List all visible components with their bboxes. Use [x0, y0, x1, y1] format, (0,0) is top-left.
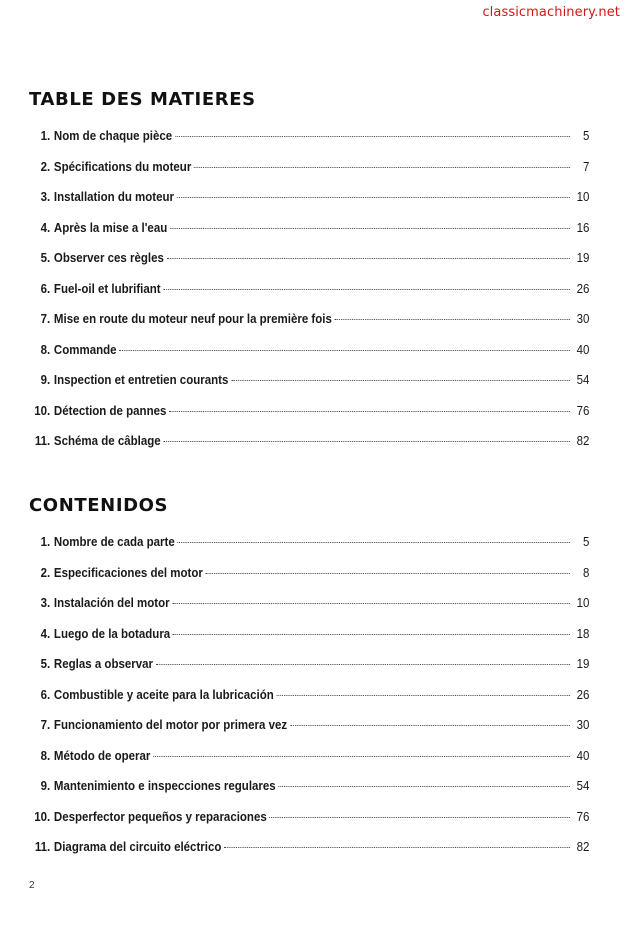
toc-entry-title: Mise en route du moteur neuf pour la première fois	[53, 312, 332, 326]
toc-entry-title: Spécifications du moteur	[53, 159, 192, 174]
toc-entry-page: 7	[582, 159, 590, 174]
toc-dot-leader	[206, 573, 570, 574]
toc-entry-number: 10.	[34, 809, 51, 824]
toc-entry	[30, 749, 589, 780]
toc-entry-number: 6.	[40, 687, 51, 702]
toc-entry	[30, 688, 589, 719]
toc-entry-number: 1.	[40, 129, 51, 143]
toc-entry-title: Mantenimiento e inspecciones regulares	[53, 779, 276, 793]
toc-entry-page: 18	[576, 626, 590, 641]
toc-entry-title: Método de operar	[53, 748, 151, 763]
toc-dot-leader	[231, 380, 570, 381]
toc-dot-leader	[119, 350, 570, 351]
toc-dot-leader	[156, 664, 570, 665]
toc-entry-page: 30	[576, 312, 590, 326]
toc-entry-title: Especificaciones del motor	[53, 565, 203, 580]
toc-entry-page: 26	[576, 281, 590, 296]
toc-entry-number: 1.	[40, 535, 51, 549]
toc-entry-title: Commande	[53, 342, 117, 357]
toc-title-spanish: CONTENIDOS	[29, 495, 169, 516]
toc-entry	[30, 627, 589, 658]
toc-list-french	[30, 129, 590, 465]
toc-entry-page: 82	[576, 434, 590, 448]
toc-entry	[30, 343, 589, 374]
toc-dot-leader	[167, 258, 570, 259]
toc-entry	[30, 404, 589, 435]
toc-entry-page: 10	[576, 190, 590, 204]
toc-entry-page: 40	[576, 342, 590, 357]
toc-entry-page: 26	[576, 687, 590, 702]
toc-entry-number: 3.	[40, 596, 51, 610]
toc-entry-title: Funcionamiento del motor por primera vez	[53, 718, 288, 732]
page-number: 2	[29, 880, 35, 891]
toc-dot-leader	[163, 441, 570, 442]
toc-entry-number: 10.	[34, 403, 51, 418]
toc-entry-number: 5.	[40, 251, 51, 265]
toc-entry	[30, 810, 589, 841]
toc-entry-number: 8.	[40, 748, 51, 763]
toc-entry-number: 3.	[40, 190, 51, 204]
toc-entry-page: 5	[582, 129, 590, 143]
toc-entry	[30, 160, 589, 191]
toc-entry-number: 6.	[40, 281, 51, 296]
toc-entry-number: 4.	[40, 626, 51, 641]
toc-entry	[30, 282, 589, 313]
toc-entry-page: 76	[576, 403, 590, 418]
toc-entry-title: Combustible y aceite para la lubricación	[53, 687, 274, 702]
toc-entry-title: Nom de chaque pièce	[53, 129, 173, 143]
toc-entry-number: 11.	[34, 840, 51, 854]
toc-entry-page: 16	[576, 220, 590, 235]
toc-entry-number: 5.	[40, 657, 51, 671]
toc-entry-number: 9.	[40, 779, 51, 793]
toc-entry-title: Fuel-oil et lubrifiant	[53, 281, 161, 296]
toc-entry	[30, 840, 589, 871]
toc-entry-number: 7.	[40, 312, 51, 326]
toc-entry	[30, 434, 589, 465]
toc-entry-page: 19	[576, 657, 590, 671]
toc-dot-leader	[194, 167, 570, 168]
toc-entry-number: 9.	[40, 373, 51, 387]
toc-entry-number: 2.	[40, 565, 51, 580]
toc-entry-number: 8.	[40, 342, 51, 357]
toc-entry-title: Observer ces règles	[53, 251, 164, 265]
toc-dot-leader	[163, 289, 570, 290]
toc-entry-number: 7.	[40, 718, 51, 732]
toc-dot-leader	[277, 695, 571, 696]
toc-entry-title: Schéma de câblage	[53, 434, 161, 448]
toc-entry-title: Détection de pannes	[53, 403, 167, 418]
toc-entry-page: 54	[576, 373, 590, 387]
toc-entry-title: Reglas a observar	[53, 657, 154, 671]
toc-entry-number: 4.	[40, 220, 51, 235]
toc-entry	[30, 312, 589, 343]
toc-entry	[30, 373, 589, 404]
toc-entry	[30, 657, 589, 688]
toc-dot-leader	[172, 603, 570, 604]
toc-entry-title: Luego de la botadura	[53, 626, 171, 641]
toc-entry-title: Inspection et entretien courants	[53, 373, 229, 387]
toc-dot-leader	[173, 634, 570, 635]
toc-dot-leader	[177, 542, 570, 543]
toc-entry-title: Nombre de cada parte	[53, 535, 175, 549]
toc-dot-leader	[153, 756, 570, 757]
toc-entry-page: 5	[582, 535, 590, 549]
toc-dot-leader	[270, 817, 571, 818]
toc-list-spanish	[30, 535, 590, 871]
toc-entry-page: 40	[576, 748, 590, 763]
toc-entry-title: Après la mise a l'eau	[53, 220, 168, 235]
toc-dot-leader	[224, 847, 570, 848]
toc-entry-title: Instalación del motor	[53, 596, 170, 610]
toc-entry-page: 30	[576, 718, 590, 732]
toc-entry	[30, 566, 589, 597]
toc-title-french: TABLE DES MATIERES	[29, 89, 256, 110]
toc-dot-leader	[177, 197, 570, 198]
toc-entry	[30, 535, 589, 566]
toc-dot-leader	[278, 786, 570, 787]
toc-entry-title: Installation du moteur	[53, 190, 175, 204]
toc-entry-page: 76	[576, 809, 590, 824]
watermark-text: classicmachinery.net	[482, 5, 620, 20]
toc-dot-leader	[170, 228, 570, 229]
toc-entry	[30, 596, 589, 627]
toc-entry	[30, 129, 589, 160]
toc-dot-leader	[175, 136, 570, 137]
toc-entry-page: 8	[582, 565, 590, 580]
toc-entry-title: Desperfector pequeños y reparaciones	[53, 809, 267, 824]
toc-entry-page: 54	[576, 779, 590, 793]
toc-entry-number: 2.	[40, 159, 51, 174]
toc-entry	[30, 251, 589, 282]
toc-entry-number: 11.	[34, 434, 51, 448]
toc-entry	[30, 190, 589, 221]
toc-entry-title: Diagrama del circuito eléctrico	[53, 840, 222, 854]
toc-dot-leader	[169, 411, 570, 412]
toc-entry-page: 10	[576, 596, 590, 610]
toc-entry-page: 19	[576, 251, 590, 265]
toc-entry	[30, 221, 589, 252]
toc-dot-leader	[290, 725, 570, 726]
toc-dot-leader	[335, 319, 570, 320]
toc-entry-page: 82	[576, 840, 590, 854]
toc-entry	[30, 779, 589, 810]
toc-entry	[30, 718, 589, 749]
